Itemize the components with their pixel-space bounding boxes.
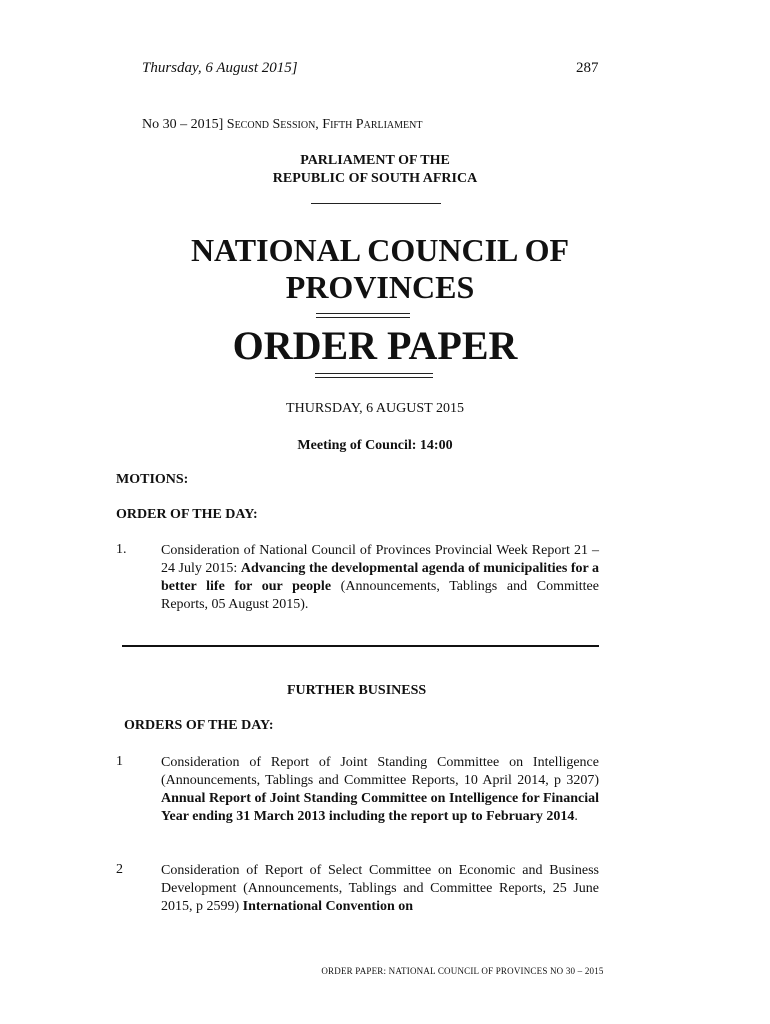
council-line-2: PROVINCES <box>285 269 475 305</box>
motions-heading: MOTIONS: <box>116 472 189 487</box>
parliament-rule <box>311 203 441 204</box>
title-double-rule <box>315 373 433 378</box>
further-business-heading: FURTHER BUSINESS <box>287 683 427 698</box>
further-item-1-before: Consideration of Report of Joint Standing Committee on Intelligence (Announcements, Tablings and Committee Reports, 10 April 2014, p 3207) <box>161 755 599 788</box>
further-item-1-after: . <box>574 809 578 824</box>
meeting-time: Meeting of Council: 14:00 <box>297 438 453 453</box>
order-item-text-before: Consideration of National Council of Provinces Provincial Week Report 21 – 24 July 2015: <box>161 543 599 576</box>
further-item-2-before: Consideration of Report of Select Committee on Economic and Business Development (Announcements, Tablings and Committee Reports, 25 June 2015, p 2599) <box>161 863 599 914</box>
further-item-number-1: 1 <box>116 754 123 769</box>
page-number: 287 <box>576 60 599 76</box>
parliament-line-2: REPUBLIC OF SOUTH AFRICA <box>272 171 478 186</box>
document-title: ORDER PAPER <box>232 323 518 368</box>
further-item-2-bold: International Convention on <box>242 899 414 914</box>
order-item-number: 1. <box>116 542 127 557</box>
orders-of-day-heading: ORDERS OF THE DAY: <box>124 718 274 733</box>
parliament-line-1: PARLIAMENT OF THE <box>300 153 450 168</box>
session-text: Second Session, Fifth Parliament <box>226 117 423 132</box>
order-item-text-after: (Announcements, Tablings and Committee Reports, 05 August 2015). <box>161 579 599 612</box>
session-number: No 30 – 2015] <box>142 117 224 132</box>
further-item-number-2: 2 <box>116 862 123 877</box>
council-double-rule <box>316 313 410 318</box>
page-footer: ORDER PAPER: NATIONAL COUNCIL OF PROVINCES NO 30 – 2015 <box>321 966 604 976</box>
council-line-1: NATIONAL COUNCIL OF <box>190 232 570 268</box>
section-divider <box>122 645 599 647</box>
date-line: THURSDAY, 6 AUGUST 2015 <box>286 401 464 416</box>
order-item-bold: Advancing the developmental agenda of municipalities for a better life for our people <box>161 561 600 594</box>
further-item-1-bold: Annual Report of Joint Standing Committee on Intelligence for Financial Year ending 31 March 2013 including the report up to February 2014 <box>161 791 599 824</box>
order-of-day-heading: ORDER OF THE DAY: <box>116 507 258 522</box>
further-item-text-2 <box>161 862 599 916</box>
session-line <box>142 117 422 133</box>
header-date: Thursday, 6 August 2015] <box>142 60 298 76</box>
order-item-text <box>161 542 599 614</box>
further-item-text-1 <box>161 754 599 826</box>
